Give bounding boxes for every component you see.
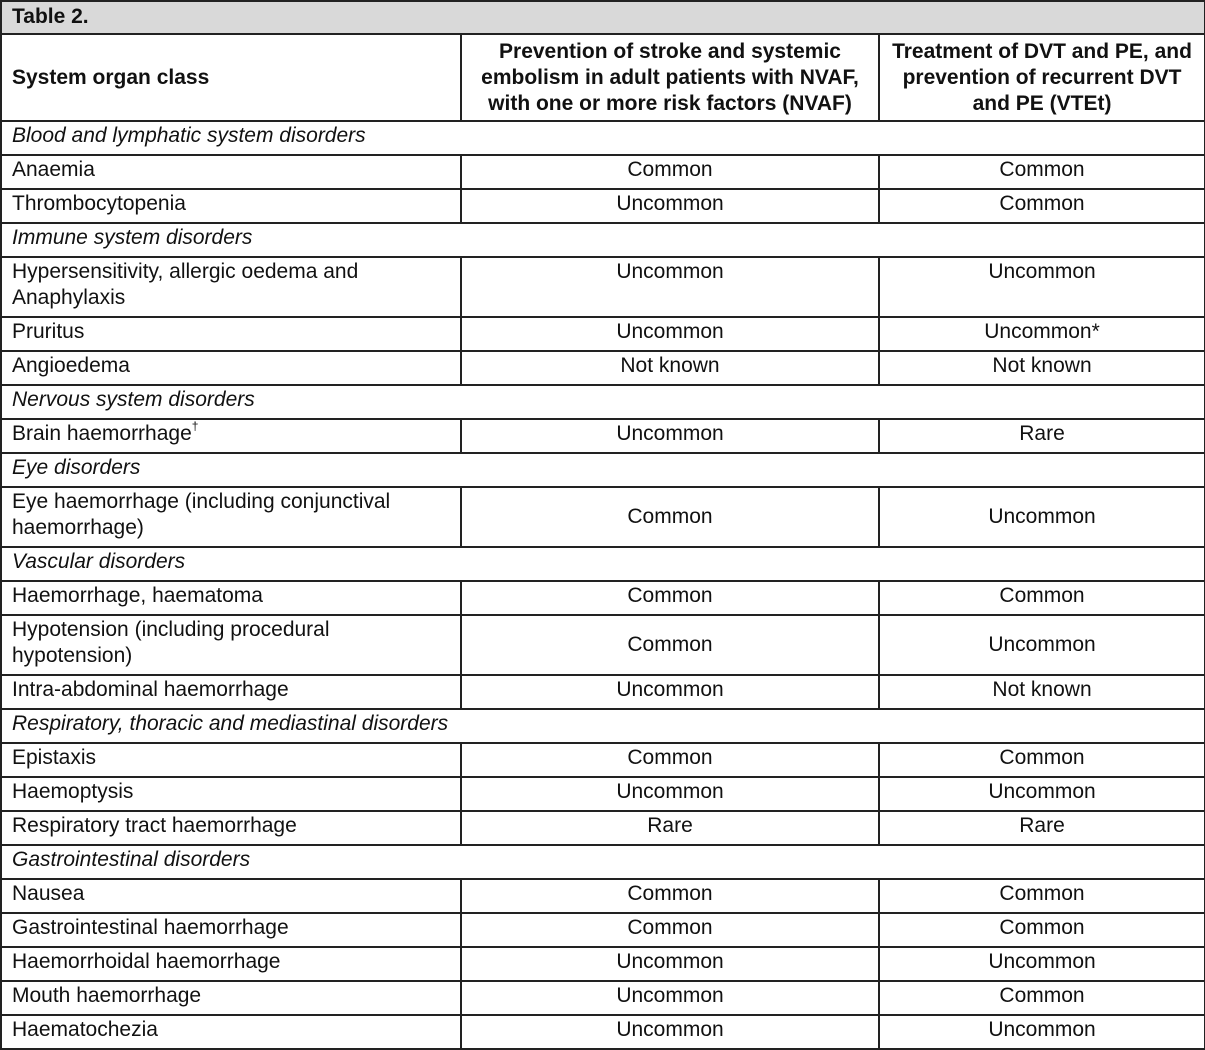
group-row [1, 121, 1205, 155]
reaction-cell [1, 189, 461, 223]
reaction-label: Intra-abdominal haemorrhage [12, 678, 289, 701]
nvaf-frequency: Common [461, 487, 879, 547]
vtet-frequency: Uncommon [879, 947, 1205, 981]
table-row [1, 879, 1205, 913]
group-row [1, 845, 1205, 879]
group-label: Eye disorders [1, 453, 1205, 487]
vtet-frequency: Common [879, 155, 1205, 189]
reaction-label: Hypersensitivity, allergic oedema and Anaphylaxis [12, 260, 359, 309]
nvaf-frequency: Uncommon [461, 777, 879, 811]
nvaf-frequency: Uncommon [461, 257, 879, 317]
table-row [1, 317, 1205, 351]
table-row [1, 257, 1205, 317]
nvaf-frequency: Not known [461, 351, 879, 385]
vtet-frequency: Not known [879, 351, 1205, 385]
nvaf-frequency: Uncommon [461, 317, 879, 351]
table-row [1, 981, 1205, 1015]
reaction-label: Respiratory tract haemorrhage [12, 814, 297, 837]
group-label: Respiratory, thoracic and mediastinal disorders [1, 709, 1205, 743]
table-header-row [1, 34, 1205, 121]
vtet-frequency: Not known [879, 675, 1205, 709]
reaction-label: Haemoptysis [12, 780, 134, 803]
nvaf-frequency: Common [461, 155, 879, 189]
vtet-frequency: Uncommon [879, 615, 1205, 675]
reaction-label: Angioedema [12, 354, 130, 377]
reaction-label: Brain haemorrhage [12, 422, 192, 445]
nvaf-frequency: Common [461, 913, 879, 947]
table-row [1, 811, 1205, 845]
group-label: Vascular disorders [1, 547, 1205, 581]
reaction-label: Mouth haemorrhage [12, 984, 202, 1007]
nvaf-frequency: Uncommon [461, 1015, 879, 1049]
reaction-label: Eye haemorrhage (including conjunctival haemorrhage) [12, 490, 391, 539]
nvaf-frequency: Common [461, 581, 879, 615]
nvaf-frequency: Common [461, 879, 879, 913]
vtet-frequency: Uncommon [879, 777, 1205, 811]
reaction-cell [1, 615, 461, 675]
reaction-cell [1, 913, 461, 947]
reaction-cell [1, 257, 461, 317]
table-row [1, 947, 1205, 981]
reaction-label: Hypotension (including procedural hypotension) [12, 618, 330, 667]
reaction-cell [1, 675, 461, 709]
nvaf-frequency: Uncommon [461, 947, 879, 981]
table-row [1, 419, 1205, 453]
vtet-frequency: Uncommon [879, 487, 1205, 547]
reaction-cell [1, 419, 461, 453]
group-row [1, 385, 1205, 419]
vtet-frequency: Uncommon [879, 257, 1205, 317]
vtet-frequency: Common [879, 743, 1205, 777]
table-row [1, 615, 1205, 675]
vtet-frequency: Common [879, 581, 1205, 615]
nvaf-frequency: Common [461, 743, 879, 777]
reaction-label: Haemorrhoidal haemorrhage [12, 950, 281, 973]
reaction-label: Haemorrhage, haematoma [12, 584, 263, 607]
table-row [1, 777, 1205, 811]
reaction-label: Pruritus [12, 320, 85, 343]
reaction-cell [1, 811, 461, 845]
reaction-label: Anaemia [12, 158, 95, 181]
vtet-frequency: Common [879, 981, 1205, 1015]
nvaf-frequency: Uncommon [461, 981, 879, 1015]
nvaf-frequency: Uncommon [461, 675, 879, 709]
reaction-cell [1, 581, 461, 615]
table-row [1, 155, 1205, 189]
reaction-label: Nausea [12, 882, 85, 905]
header-nvaf: Prevention of stroke and systemic embolism in adult patients with NVAF, with one or more risk factors (NVAF) [461, 34, 879, 121]
vtet-frequency: Common [879, 879, 1205, 913]
group-label: Blood and lymphatic system disorders [1, 121, 1205, 155]
reaction-cell [1, 487, 461, 547]
reaction-cell [1, 981, 461, 1015]
table-row [1, 913, 1205, 947]
reaction-cell [1, 879, 461, 913]
table-caption-row [1, 1, 1205, 34]
header-system-organ-class: System organ class [1, 34, 461, 121]
table-row [1, 675, 1205, 709]
group-row [1, 709, 1205, 743]
reaction-label: Gastrointestinal haemorrhage [12, 916, 289, 939]
group-label: Immune system disorders [1, 223, 1205, 257]
group-row [1, 547, 1205, 581]
reaction-cell [1, 947, 461, 981]
reaction-cell [1, 317, 461, 351]
vtet-frequency: Common [879, 189, 1205, 223]
reaction-label: Thrombocytopenia [12, 192, 186, 215]
table-caption: Table 2. [1, 1, 1205, 34]
reaction-label: Epistaxis [12, 746, 97, 769]
group-row [1, 223, 1205, 257]
table-row [1, 189, 1205, 223]
vtet-frequency: Rare [879, 419, 1205, 453]
group-row [1, 453, 1205, 487]
table-row [1, 743, 1205, 777]
reaction-cell [1, 155, 461, 189]
table-row [1, 1015, 1205, 1049]
vtet-frequency: Common [879, 913, 1205, 947]
group-label: Gastrointestinal disorders [1, 845, 1205, 879]
group-label: Nervous system disorders [1, 385, 1205, 419]
reaction-cell [1, 351, 461, 385]
table-row [1, 581, 1205, 615]
vtet-frequency: Uncommon [879, 1015, 1205, 1049]
nvaf-frequency: Rare [461, 811, 879, 845]
reaction-cell [1, 777, 461, 811]
nvaf-frequency: Uncommon [461, 189, 879, 223]
vtet-frequency: Rare [879, 811, 1205, 845]
reaction-cell [1, 1015, 461, 1049]
reaction-label: Haematochezia [12, 1018, 158, 1041]
table-row [1, 351, 1205, 385]
footnote-marker: † [191, 419, 199, 433]
table-row [1, 487, 1205, 547]
nvaf-frequency: Common [461, 615, 879, 675]
vtet-frequency: Uncommon* [879, 317, 1205, 351]
header-vtet: Treatment of DVT and PE, and prevention of recurrent DVT and PE (VTEt) [879, 34, 1205, 121]
nvaf-frequency: Uncommon [461, 419, 879, 453]
reaction-cell [1, 743, 461, 777]
